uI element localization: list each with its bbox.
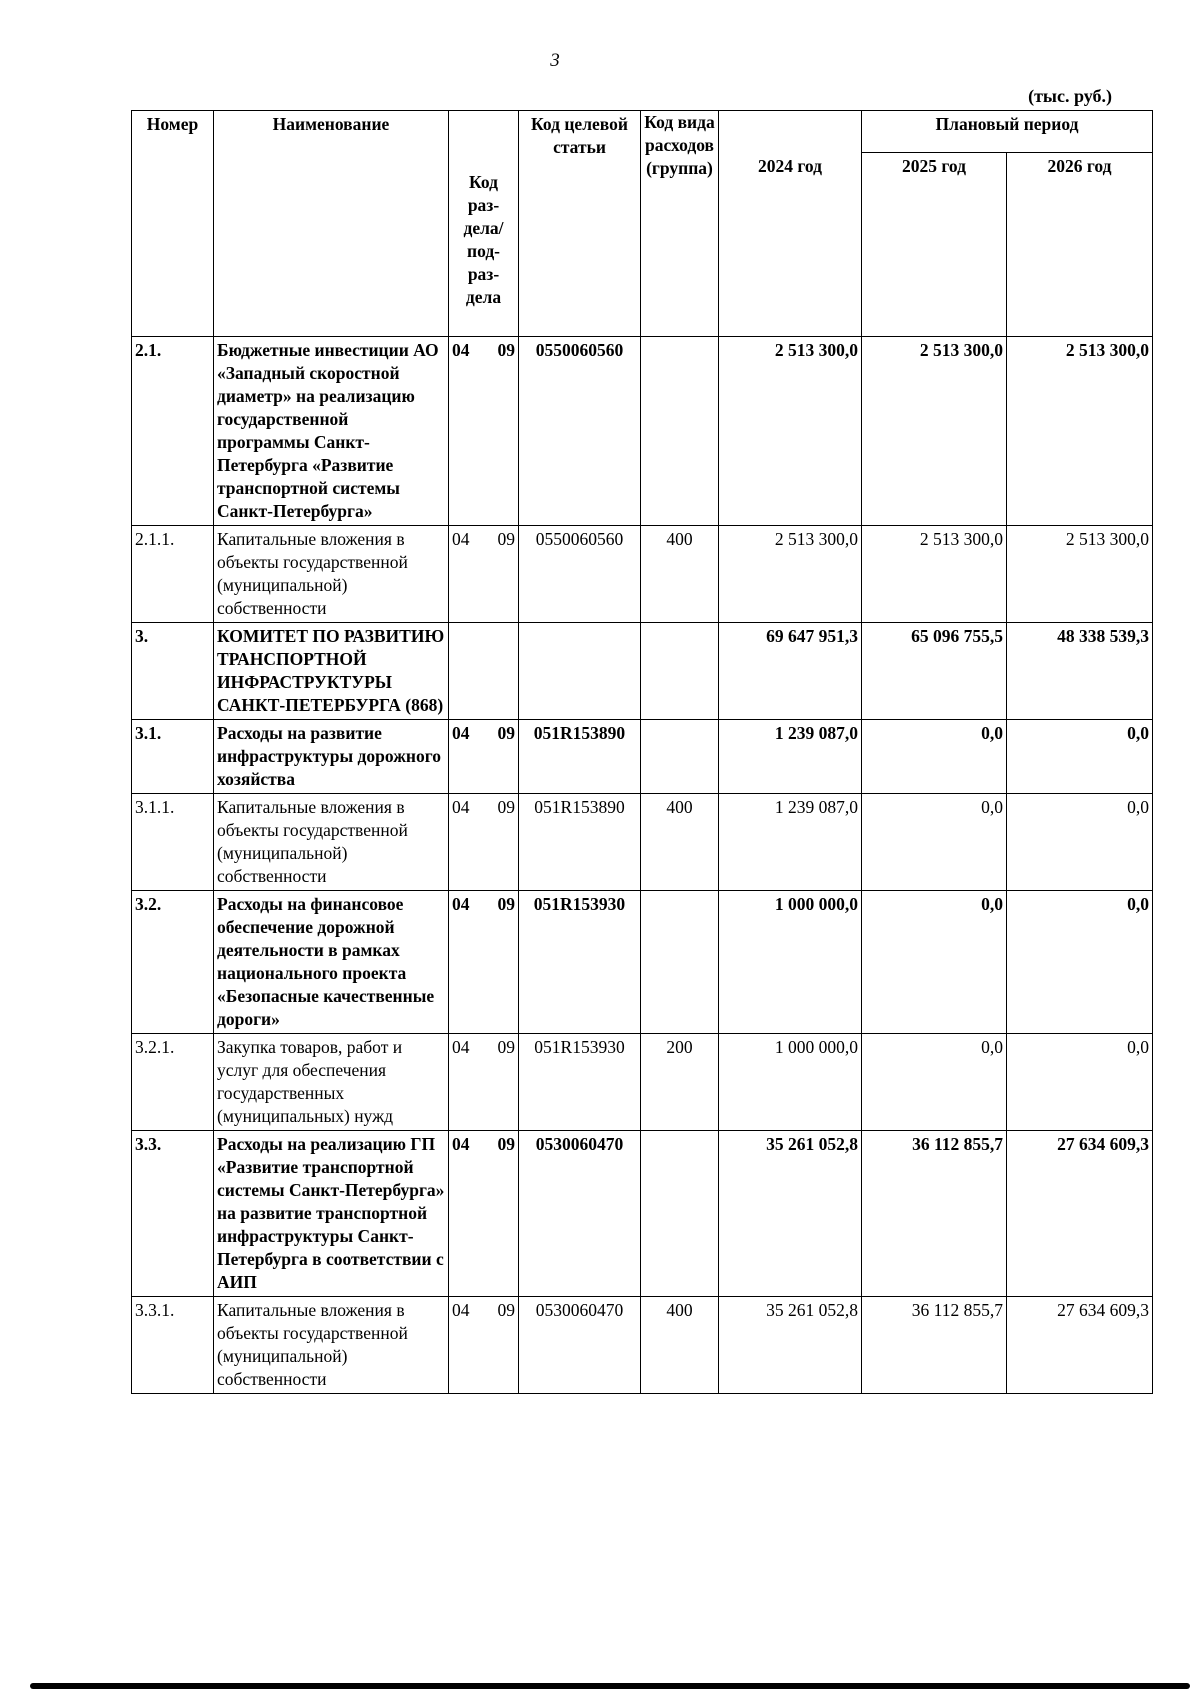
cell-name: КОМИТЕТ ПО РАЗВИТИЮ ТРАНСПОРТНОЙ ИНФРАСТРУКТУРЫ САНКТ-ПЕТЕРБУРГА (868) bbox=[214, 623, 449, 720]
cell-subsection-part: 09 bbox=[497, 723, 515, 743]
cell-target: 051R153930 bbox=[519, 1034, 641, 1131]
cell-number: 3.3. bbox=[132, 1131, 214, 1297]
cell-number: 3. bbox=[132, 623, 214, 720]
cell-2026: 0,0 bbox=[1007, 794, 1153, 891]
cell-section-part: 04 bbox=[452, 1300, 470, 1320]
cell-name: Капитальные вложения в объекты государственной (муниципальной) собственности bbox=[214, 526, 449, 623]
cell-2025: 36 112 855,7 bbox=[862, 1297, 1007, 1394]
cell-2025: 2 513 300,0 bbox=[862, 526, 1007, 623]
cell-2026: 27 634 609,3 bbox=[1007, 1297, 1153, 1394]
cell-subsection-part: 09 bbox=[497, 1300, 515, 1320]
cell-type bbox=[641, 891, 719, 1034]
cell-name: Расходы на финансовое обеспечение дорожной деятельности в рамках национального проекта «Безопасные качественные дороги» bbox=[214, 891, 449, 1034]
cell-type bbox=[641, 623, 719, 720]
table-row bbox=[132, 720, 1153, 794]
cell-2026: 0,0 bbox=[1007, 1034, 1153, 1131]
cell-2025: 0,0 bbox=[862, 720, 1007, 794]
table-row bbox=[132, 1297, 1153, 1394]
cell-2024: 35 261 052,8 bbox=[719, 1131, 862, 1297]
cell-section bbox=[449, 623, 519, 720]
cell-type bbox=[641, 720, 719, 794]
cell-name: Закупка товаров, работ и услуг для обеспечения государственных (муниципальных) нужд bbox=[214, 1034, 449, 1131]
header-expense-type: Код вида расходов (группа) bbox=[641, 111, 719, 337]
header-number: Номер bbox=[132, 111, 214, 337]
cell-type: 200 bbox=[641, 1034, 719, 1131]
units-label: (тыс. руб.) bbox=[1028, 86, 1112, 106]
cell-number: 3.3.1. bbox=[132, 1297, 214, 1394]
cell-target: 0530060470 bbox=[519, 1297, 641, 1394]
cell-2024: 2 513 300,0 bbox=[719, 337, 862, 526]
cell-2024: 35 261 052,8 bbox=[719, 1297, 862, 1394]
header-2024: 2024 год bbox=[719, 111, 862, 337]
header-target-code: Код целевой статьи bbox=[519, 111, 641, 337]
bottom-border-line bbox=[30, 1683, 1190, 1689]
cell-type: 400 bbox=[641, 526, 719, 623]
cell-2024: 1 239 087,0 bbox=[719, 720, 862, 794]
cell-2025: 2 513 300,0 bbox=[862, 337, 1007, 526]
cell-subsection-part: 09 bbox=[497, 1037, 515, 1057]
cell-section-part: 04 bbox=[452, 340, 470, 360]
cell-type bbox=[641, 337, 719, 526]
cell-section bbox=[449, 526, 519, 623]
cell-type: 400 bbox=[641, 1297, 719, 1394]
cell-2026: 2 513 300,0 bbox=[1007, 337, 1153, 526]
cell-2026: 48 338 539,3 bbox=[1007, 623, 1153, 720]
budget-table bbox=[131, 110, 1153, 1394]
cell-2025: 0,0 bbox=[862, 1034, 1007, 1131]
cell-subsection-part: 09 bbox=[497, 894, 515, 914]
cell-2024: 69 647 951,3 bbox=[719, 623, 862, 720]
cell-number: 3.2. bbox=[132, 891, 214, 1034]
cell-name: Расходы на развитие инфраструктуры дорожного хозяйства bbox=[214, 720, 449, 794]
cell-section-part: 04 bbox=[452, 1037, 470, 1057]
table-row bbox=[132, 1034, 1153, 1131]
cell-2025: 65 096 755,5 bbox=[862, 623, 1007, 720]
header-2026: 2026 год bbox=[1007, 153, 1153, 337]
cell-section bbox=[449, 891, 519, 1034]
cell-name: Бюджетные инвестиции АО «Западный скоростной диаметр» на реализацию государственной программы Санкт-Петербурга «Развитие транспортной системы Санкт-Петербурга» bbox=[214, 337, 449, 526]
cell-number: 2.1. bbox=[132, 337, 214, 526]
cell-2025: 0,0 bbox=[862, 891, 1007, 1034]
cell-section bbox=[449, 1034, 519, 1131]
cell-number: 2.1.1. bbox=[132, 526, 214, 623]
cell-section-part: 04 bbox=[452, 529, 470, 549]
cell-2025: 0,0 bbox=[862, 794, 1007, 891]
cell-name: Капитальные вложения в объекты государственной (муниципальной) собственности bbox=[214, 1297, 449, 1394]
cell-section-part: 04 bbox=[452, 797, 470, 817]
cell-section-part: 04 bbox=[452, 723, 470, 743]
cell-number: 3.1.1. bbox=[132, 794, 214, 891]
table-row bbox=[132, 1131, 1153, 1297]
header-name: Наименование bbox=[214, 111, 449, 337]
table-body bbox=[132, 337, 1153, 1394]
cell-number: 3.2.1. bbox=[132, 1034, 214, 1131]
cell-section bbox=[449, 794, 519, 891]
cell-subsection-part: 09 bbox=[497, 797, 515, 817]
cell-section bbox=[449, 1131, 519, 1297]
cell-2024: 1 239 087,0 bbox=[719, 794, 862, 891]
cell-target: 0550060560 bbox=[519, 337, 641, 526]
cell-2024: 1 000 000,0 bbox=[719, 891, 862, 1034]
cell-2026: 0,0 bbox=[1007, 891, 1153, 1034]
table-header bbox=[132, 111, 1153, 337]
cell-target: 0530060470 bbox=[519, 1131, 641, 1297]
cell-target: 0550060560 bbox=[519, 526, 641, 623]
cell-name: Капитальные вложения в объекты государственной (муниципальной) собственности bbox=[214, 794, 449, 891]
cell-2026: 27 634 609,3 bbox=[1007, 1131, 1153, 1297]
cell-2026: 0,0 bbox=[1007, 720, 1153, 794]
cell-number: 3.1. bbox=[132, 720, 214, 794]
table-row bbox=[132, 794, 1153, 891]
header-2025: 2025 год bbox=[862, 153, 1007, 337]
cell-subsection-part: 09 bbox=[497, 1134, 515, 1154]
cell-section-part: 04 bbox=[452, 1134, 470, 1154]
cell-section bbox=[449, 337, 519, 526]
page-number: 3 bbox=[550, 50, 560, 71]
cell-target: 051R153890 bbox=[519, 794, 641, 891]
cell-target: 051R153930 bbox=[519, 891, 641, 1034]
cell-2026: 2 513 300,0 bbox=[1007, 526, 1153, 623]
cell-target: 051R153890 bbox=[519, 720, 641, 794]
header-planned-period: Плановый период bbox=[862, 111, 1153, 153]
table-row bbox=[132, 526, 1153, 623]
cell-subsection-part: 09 bbox=[497, 529, 515, 549]
cell-2024: 2 513 300,0 bbox=[719, 526, 862, 623]
cell-section bbox=[449, 720, 519, 794]
table-row bbox=[132, 891, 1153, 1034]
cell-section bbox=[449, 1297, 519, 1394]
cell-target bbox=[519, 623, 641, 720]
cell-subsection-part: 09 bbox=[497, 340, 515, 360]
cell-2025: 36 112 855,7 bbox=[862, 1131, 1007, 1297]
table-row bbox=[132, 337, 1153, 526]
cell-type bbox=[641, 1131, 719, 1297]
cell-2024: 1 000 000,0 bbox=[719, 1034, 862, 1131]
cell-section-part: 04 bbox=[452, 894, 470, 914]
cell-name: Расходы на реализацию ГП «Развитие транспортной системы Санкт-Петербурга» на развитие транспортной инфраструктуры Санкт-Петербурга в соответствии с АИП bbox=[214, 1131, 449, 1297]
header-section-code: Код раз- дела/ под- раз- дела bbox=[449, 111, 519, 337]
table-row bbox=[132, 623, 1153, 720]
cell-type: 400 bbox=[641, 794, 719, 891]
